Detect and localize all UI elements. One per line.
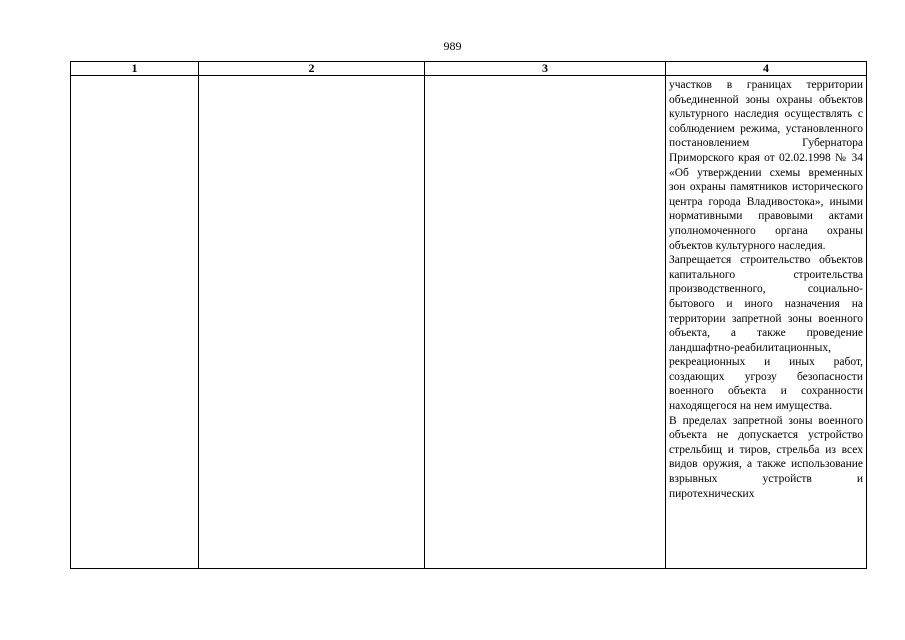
column-header-2: 2 xyxy=(199,62,425,76)
paragraph-firing-restriction: В пределах запретной зоны военного объекта не допускается устройство стрельбищ и тиров, стрельба из всех видов оружия, а также использование взрывных устройств и пиротехнических xyxy=(669,414,863,500)
table-cell-col3 xyxy=(425,76,666,569)
paragraph-construction-ban: Запрещается строительство объектов капитального строительства производственного, социально-бытового и иного назначения на территории запретной зоны военного объекта, а также проведение ландшафтно-реабилитационных, рекреационных и иных работ, создающих угрозу безопасности военного объекта и сохранности находящегося на нем имущества. xyxy=(669,254,863,413)
column-header-4: 4 xyxy=(666,62,867,76)
column-header-3: 3 xyxy=(425,62,666,76)
table-cell-col1 xyxy=(71,76,199,569)
table-row xyxy=(71,76,867,569)
cell-text-block xyxy=(666,76,866,501)
column-header-1: 1 xyxy=(71,62,199,76)
page-number: 989 xyxy=(443,39,462,53)
table-cell-col4 xyxy=(666,76,867,569)
table-header-row xyxy=(71,62,867,76)
document-table xyxy=(70,61,867,569)
table-cell-col2 xyxy=(199,76,425,569)
paragraph-zone-regime: участков в границах территории объединенной зоны охраны объектов культурного наследия осуществлять с соблюдением режима, установленного постановлением Губернатора Приморского края от 02.02.1998 № 34 «Об утверждении схемы временных зон охраны памятников исторического центра города Владивостока», иными нормативными правовыми актами уполномоченного органа охраны объектов культурного наследия. xyxy=(669,79,863,252)
